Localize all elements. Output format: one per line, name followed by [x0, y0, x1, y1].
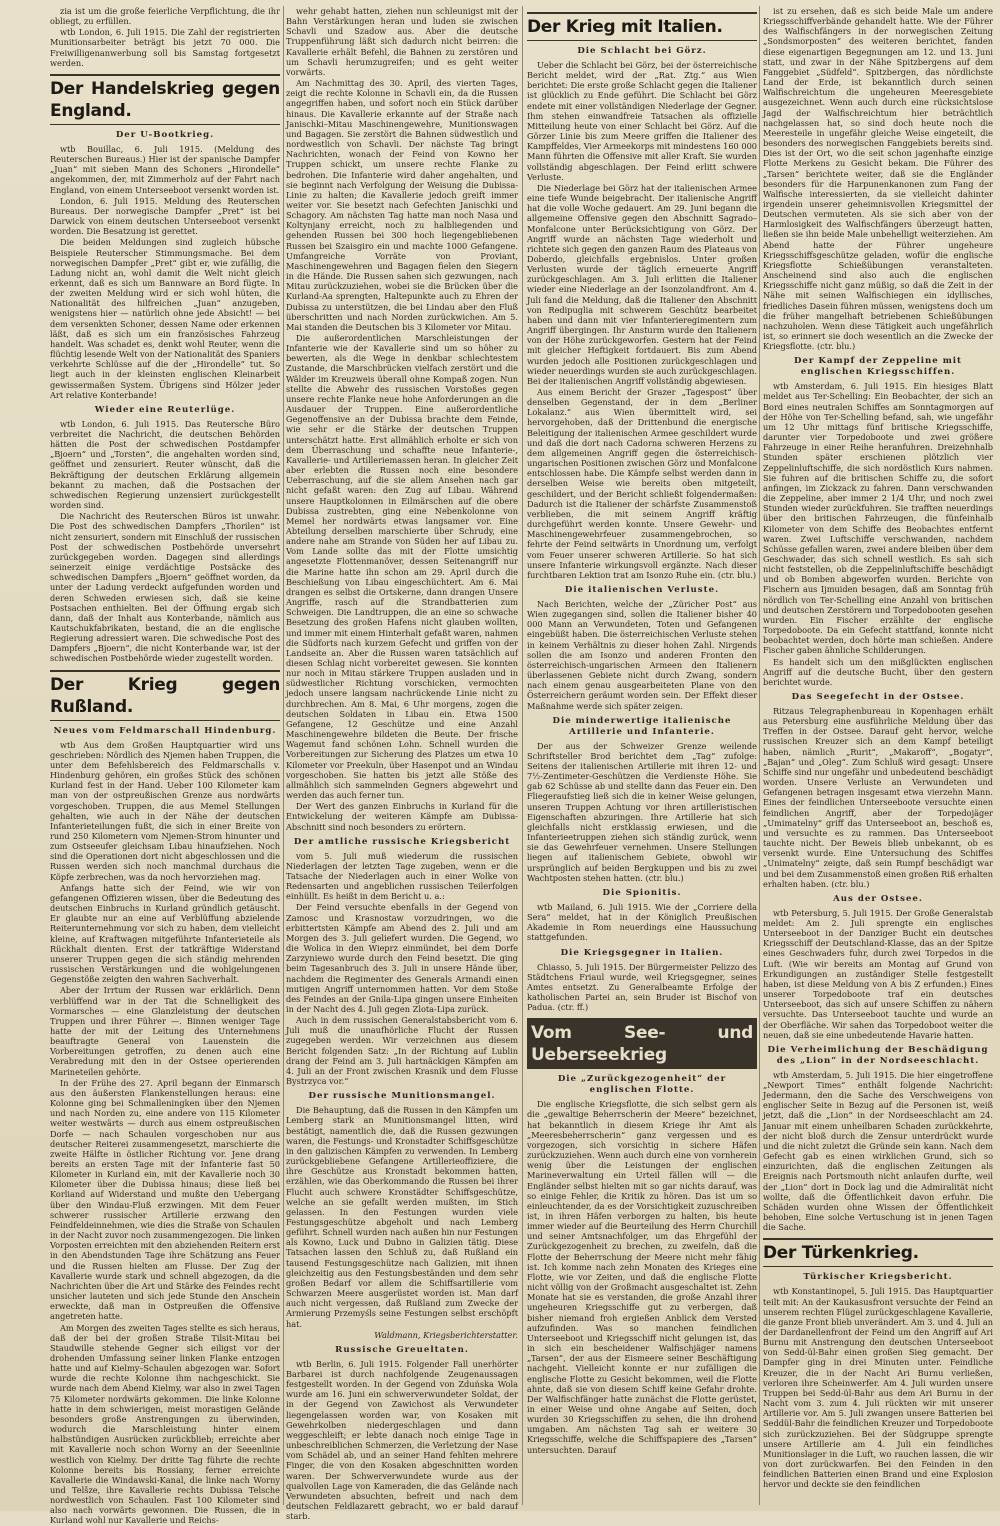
section-heading: Der Handelskrieg gegen England. [50, 74, 280, 125]
article-headline: Die italienischen Verluste. [564, 584, 720, 595]
article-paragraph: London, 6. Juli 1915. Meldung des Reuterschen Bureaus. Der norwegische Dampfer „Pret“ ist bei Darwick von einem deutschen Unterseeboot versenkt worden. Die Besatzung ist gerettet. [50, 195, 280, 237]
article-paragraph: zia ist um die große feierliche Verpflichtung, die ihr obliegt, zu erfüllen. [50, 6, 280, 27]
article-headline: Der amtliche russische Kriegsbericht [293, 836, 511, 847]
column-1 [50, 6, 280, 1526]
article-headline: Die Verheimlichung der Beschädigung des „Lion“ in der Nordseeschlacht. [767, 1044, 989, 1066]
article-paragraph: wtb Konstantinopel, 5. Juli 1915. Das Hauptquartier teilt mit: An der Kaukasusfront versuchte der Feind an unserem rechten Flügel zurückgeschlagene Kavallerie, die ganze Front blieb unverändert. Am 3. und 4. Juli an der Dardanellenfront der Feind um den Angriff auf Ari Burnu mit Anstrengung den deutschen Unterseeboot von Sedd-ül-Bahr einen großen Sieg gemacht. Der Dampfer ging in drei Minuten unter. Feindliche Kreuzer, die in der Nacht Ari Burnu verließen, verloren ihre Scheinwerfer. Am 4. Juli wurden unsere Truppen bei Sedd-ül-Bahr aus dem Ari Burnu in der Nacht vom 3. zum 4. Juli rückten wir mit unserer Artillerie vor. Am 5. Juli zwangen unsere Batterien bei Seddül-Bahr die feindlichen Kreuzer und Torpedoboote sich zurückzuziehen. Bei der Südgruppe sprengte unsere Artillerie am 4. Juli ein feindliches Munitionslager in die Luft, wo rauchen lassen, die wir von dort zurückwarfen. Bei den Feinden in den feindlichen Batterien einen Brand und eine Explosion hervor und deckte sie den feindlichen [763, 1286, 993, 1490]
article-paragraph: Der Wert des ganzen Einbruchs in Kurland für die Entwickelung der weiteren Kämpfe am Dubissa-Abschnitt sind noch besonders zu erörtern. [286, 801, 518, 832]
column-3 [527, 6, 757, 1505]
article-headline: Die minderwertige italienische Artillerie und Infanterie. [552, 715, 732, 737]
article-paragraph: Nach Berichten, welche der „Züricher Post“ aus Wien zugegangen sind, sollen die Italiener bisher 40 000 Mann an Verwundeten, Toten und Gefangenen eingebüßt haben. Die österreichischen Verluste stehen in keinem Verhältnis zu dieser hohen Zahl. Nirgends sollen die am Isonzo und anderen Fronten den österreichisch-ungarischen Armeen den Italienern überlassenen Gebiete nicht durch Zwang, sondern nach einem genau ausgearbeiteten Plane von den Österreichern geräumt worden sein. Der Effekt dieser Maßnahme werde sich später zeigen. [527, 598, 757, 711]
article-paragraph: Die außerordentlichen Marschleistungen der Infanterie wie der Kavallerie sind um so höher zu bewerten, als die Wege in denkbar schlechtestem Zustande, die Marschbrücken vielfach zerstört und die Wälder im Kreuzweis überall ohne Kompaß zogen. Nun stellte die Abwehr des russischen Vorstoßes gegen unsere rechte Flanke neue hohe Anforderungen an die Ausdauer der Truppen. Eine außerordentliche Gegenoffensive an der Dubissa brachte dem Feinde, wie sehr er die Stärke der deutschen Truppen unterschätzt hatte. Erst allmählich erholte er sich von dem Überraschung und schaffte neue Infanterie-, Kavallerie- und Artilleriemassen heran. In gleicher Zeit aber erlebten die Russen noch eine besondere Ueberraschung, auf die sie allem Ansehen nach gar nicht gefaßt waren: den Zug auf Libau. Während unsere Hauptkolonnen in Eilmärschen auf die obere Dubissa zustrebten, ging eine Nebenkolonne von Memel her nordwärts etwas langsamer vor. Eine Abteilung derselben marschierte über Schrudy, eine andere nahe am Strande von Süden her auf Libau zu. Vom Lande sollte das mit der Flotte umsichtig angesetzte Flottenmanöver, dessen Seitenangriff nur die Marine hatte ihn schon am 29. April durch die Beschießung von Libau eingeschüchtert. Am 6. Mai drangen es selbst die Ortskerne, dann drangen Unsere Angriffe, rasch auf die Strandbatterien zum Schweigen. Die Landtruppen, die an eine so schwache Besetzung des großen Hafens nicht glauben wollten, und immer mit einem Hinterhalt gefaßt waren, nahmen die Südforts nach kurzem Gefecht und griffen von der Landseite an. Aber die Russen waren tatsächlich auf diesen Schlag nicht vorbereitet gewesen. Sie konnten nur noch in Mitau stärkere Truppen ausladen und in südwestlicher Richtung vorschicken, vermochten jedoch unsere langsam nachrückende Linie nicht zu durchbrechen. Am 8. Mai, 6 Uhr morgens, zogen die deutschen Soldaten in Libau ein. Etwa 1500 Gefangene, 12 Geschütze und eine Anzahl Maschinengewehre bildeten die Beute. Der frische Wagemut fand schönen Lohn. Schnell wurden die Vorbereitungen zur Sicherung des Platzes um etwa 10 Kilometer vor Preekuln, über Hasenpot und an Windau vorgeschoben. Sie hatten bis jetzt alle Stöße des allmählich sich sammelnden Gegners abgewehrt und werden das auch ferner tun. [286, 333, 518, 801]
article-paragraph: Aus einem Bericht der Grazer „Tagespost“ über denselben Gegenstand, der in dem „Berliner Lokalanz.“ aus Wien übermittelt wird, sei hervorgehoben, daß der Drittenbund die energische Beleitigung der italienischen Armee geschildert wurde und daß die dort nach Cadorna schweren Herzens zu dem allgemeinen Angriff gegen die österreichisch-ungarischen Positionen zwischen Görz und Monfalcone entschlossen habe. Die Kämpfe selbst werden dann in derselben Weise wie bereits oben mitgeteilt, geschildert, und der Bericht schließt folgendermaßen: Dadurch ist die Italiener der schärfste Zusammenstoß verblieben, die mit seinem Angriff kräftig durchgeführt werden konnte. Unsere Gewehr- und Maschinengewehrfeuer zusammengebrochen, so fehrte der Feind seitwärts in Unordnung um, verfolgt vom Feuer unserer schweren Artillerie. So hat sich unsere Infanterie wirkungsvoll ergänzte. Nach dieser furchtbaren Lektion trat am Isonzo Ruhe ein. (ctr. blu.) [527, 387, 757, 580]
article-headline: Der russische Munitionsmangel. [308, 1091, 496, 1102]
column-rule [522, 6, 523, 1505]
article-headline: Wieder eine Reuterlüge. [94, 404, 236, 415]
article-paragraph: wtb Aus dem Großen Hauptquartier wird uns geschrieben: Nördlich des Njemen haben Truppen, die unter dem Befehlsbereich des Feldmarschalls v. Hindenburg gehören, ein großes Stück des schönen Kurland fest in der Hand. Ueber 100 Kilometer kam man von der ostpreußischen Grenze aus nordwärts vorgeschoben. Truppen, die aus Memel Stellungen gehalten, wie auch in der Nähe der deutschen Infanterieteilungen fußt, die sich in einer Breite von rund 250 Kilometern vom Njemen-Strom hinunter und zum Ostseeufer gleichsam Libau hinaufziehen. Noch sind die Operationen dort nicht abgeschlossen und die Russen werden sich noch manchmal durchaus die Köpfe zerbrechen, was da noch hervorziehen mag. [50, 739, 280, 882]
article-headline: Türkischer Kriegsbericht. [803, 1272, 953, 1283]
article-paragraph: wtb London, 6. Juli 1915. Die Zahl der registrierten Munitionsarbeiter beträgt bis jetzt 70 000. Die Freiwilligenanwerbung soll bis Samstag fortgesetzt werden. [50, 27, 280, 68]
article-headline: Der Kampf der Zeppeline mit englischen Kriegsschiffen. [793, 356, 963, 378]
article-paragraph: wtb Amsterdam, 5. Juli 1915. Die hier eingetroffene „Newport Times“ enthält folgende Nachricht: Jedermann, den die Sache des Verschweigens von englischer Seite in Bezug auf die Personen ist, weiß jetzt, daß die „Lion“ in der Nordseeschlacht am 24. Januar mit einem unheilbaren Schaden zurückkehrte, der nicht bloß durch die Zensur unterdrückt wurde und die nicht zuletzt die Gründe sein kann. Nach dem Gefecht gab es einen wirklichen Grund, sich so einzurichten, daß die englischen Zeitungen als Ereignis nach Portsmouth nicht anlaufen durfte, weil der „Lion“ dort in Dock lag und die Admiralität nicht wollte, daß die Öffentlichkeit davon erfuhr. Die Schäden wurden ohne Wissen der Öffentlichkeit behoben, Eine solche Vertuschung ist in jenen Tagen die Sache. [763, 1069, 993, 1233]
article-headline: Neues vom Feldmarschall Hindenburg. [53, 725, 277, 736]
column-2 [286, 6, 518, 1522]
article-paragraph: Am Morgen des zweiten Tages stellte es sich heraus, daß der bei der großen Straße Tilsit-Mitau bei Staudwille stehende Gegner sich eiligst vor der drohenden Umfassung seiner linken Flanke entzogen hatte und auf Kielmy–Schaulen abgezogen war. Sofort wurde die rechte Kolonne ihm nachgeschickt. Sie wurde nach dem Abend Kielmy, war also in zwei Tagen 75 Kilometer nordwärts gekommen. Die linke Kolonne hatte in dem schwierigen, meist morastigen Gelände besonders große Anstrengungen zu überwinden, wodurch die Marschleistung hinter einem halbstündigen Ausrücken zurückblieb; erreichte aber mit Kavallerie noch schon Worny an der Seeenlinie westlich von Kielmy. Der dritte Tag führte die rechte Kolonne bereits bis Rossiany, ferner erreichte Kavallerie die Windawski-Kanal, die linke nach Worny und Telšze, ihre Kavallerie rechts Dubissa Telsche nordwestlich von Schaulen. Fast 100 Kilometer sind also nach vorwärts gewonnen. Die Russen, die in Kurland wohl nur Kavallerie und Reichs- [50, 1322, 280, 1526]
article-paragraph: Die englische Kriegsflotte, die sich selbst gern als die „gewaltige Beherrscherin der Meere“ bezeichnet, hat bekanntlich in diesem Kriege ihr Amt als „Meeresbeherrscherin“ ganz vergessen und es vorgezogen, sich vorsichtig in sichere Häfen zurückzuziehen. Wenn auch durch eine von vornherein wenig über die Leistungen der englischen Marineverwaltung ein Urteil fällen will — die Engländer selbst hielten mit so gar nichts darauf, was so einige Fehler, die Kritik zu hören. Das ist um so einleuchtender, da es der Vorsichtigkeit zuzuschreiben ist, in ihren Häfen verborgen zu halten, bis heute immer wieder auf die Beurteilung des Herrn Churchill und seiner Amtsnachfolger, um das Ehrgefühl der Zurückgezogenheit zu brechen, zu zweifeln, daß die Flotte der Beherrschung der Meere nicht mehr fähig ist. Ich komme nach zehn Monaten des Krieges eine Flotte, wie vor Zeiten, und daß die englische Flotte nicht völlig von der Großmacht ausgeschaltet ist. Zehn Monate hat sie es verstanden, die große Anzahl ihrer ungeheuren Kriegsschiffe gut zu verbergen, daß bisher niemand froh ergießen Anblick dem Versted aufzufinden. Was so manchen feindlichen Unterseeboot und Kriegsschiff nicht gelungen ist, das in sich ein bescheidener Walfischjäger namens „Tarsen“, der aus der Eismeere seiner Beschäftigung nachgeht. Vielleicht konnte er nur zufälligen die englische Flotte zu Gesicht bekommen, weil die Flotte ahnte, daß sie von diesem Schiff keine Gefahr drohte. Der Walfischfänger hatte zunächst die Flotte gerüstet, in einer Weise und ohne Angabe auf Seiten, doch wurden 30 Kriegsschiffen zu sehen, die ihn drohend umgaben. Am nächsten Tag sah er weitere 30 Kriegsschiffe, welche die Schiffspapiere des „Tarsen“ untersuchten. Darauf [527, 1099, 757, 1455]
article-paragraph: Am Nachmittag des 30. April, des vierten Tages, zeigt die rechte Kolonne in Schavli ein, da die Russen angegriffen haben, und sofort noch ein Stück darüber hinaus. Die Kavallerie erkannte auf der Straße nach Janischki–Mitau Maschinengewehre, Munitionswagen und Bagagen. Sie zerstört die Bahnen südwestlich und nordwestlich von Schavli. Der nächste Tag bringt Nachrichten, wonach der Feind von Kowno her Truppen schickt, um unsere rechte Flanke zu bedrohen. Die Infanterie wird daher angehalten, und sie beginnt nach Verfolgung der Weisung die Dubissa-Linie zu halten; die Kavallerie jedoch greift immer weiter vor. Sie besetzt nach Gefechten Janischki und Schagory. Am nächsten Tag hatte man noch Nasa und Koltynjany erreicht, noch zu halbliegenden und gehenden Russen bei 300 hoch liegengebliebenen Russen bei Szaisgiro ein und machte 1000 Gefangene. Umfangreiche Vorräte von Proviant, Maschinengewehren und Bagagen fielen den Siegern in die Hände. Die Russen sahen sich gezwungen, nach Mitau zurückzuziehen, wobei sie die Brücken über die Kurland-Aa sprengten, Haltepunkte auch zu Ehren der Dubissa zu unterstützen, die bei Lindau aber den Fluß überschritten und nach Norden zurückwichen. Am 5. Mai standen die Deutschen bis 3 Kilometer vor Mitau. [286, 78, 518, 332]
article-paragraph: wtb Petersburg, 5. Juli 1915. Der Große Generalstab meldet: Am 2. Juli sprengte ein englisches Unterseeboot in der Danziger Bucht ein deutsches Kriegsschiff der Deutschland-Klasse, das an der Spitze eines Geschwaders fuhr, durch zwei Torpedos in die Luft. (Wie wir bereits am Montag auf Grund von Erkundigungen an zuständiger Stelle festgestellt haben, ist diese Meldung von A bis Z erfunden.) Eines unserer Torpedoboote traf ein deutsches Unterseeboot, das sich auf unsere Schiffen zu nähern versuchte. Das Unterseeboot tauchte und wurde an der Oberfläche. Wir sahen das Torpedoboot weiter die neuen, daß sie eine unbedeutende Havarie hatten. [763, 907, 993, 1040]
article-paragraph: Chiasso, 5. Juli 1915. Der Bürgermeister Pelizzo des Städtchens Friaul wurde, weil Kriegsgegner, seines Amtes entsetzt. Zu Generalbeamte Erfolge der katholischen Partei an, sein Bruder ist Bischof von Padua. (ctr. ff.) [527, 961, 757, 1013]
byline: Waldmann, Kriegsberichterstatter. [374, 1329, 518, 1340]
article-paragraph: Die beiden Meldungen sind zugleich hübsche Beispiele Reuterscher Stimmungsmache. Bei dem norwegischen Dampfer „Pret“ gibt er, wie zufällig, die Ladung nicht an, wohl damit die Welt nicht gleich erkennt, daß es sich um Bannware an Bord fügte. In der zweiten Meldung wird er sich wohl hüten, die Nationalität des hilfreichen „Juan“ anzugeben, wenigstens hier — natürlich ohne jede Absicht! — bei dem versenkten Schoner, dessen Name oder erkennen läßt, daß es sich um ein französisches Fahrzeug handelt. Was schadet es, denkt wohl Reuter, wenn die flüchtig lesende Welt von der Nationalität des Spaniers verkehrte Schlüsse auf die der „Hirondelle“ tut. So liegt auch in der kleinsten englischen Kleinarbeit gewissermaßen System. Übrigens sind Hölzer jeder Art relative Konterbande! [50, 237, 280, 400]
column-4 [763, 6, 993, 1505]
section-heading: Der Türkenkrieg. [763, 1238, 993, 1267]
column-rule [283, 6, 284, 1505]
article-paragraph: Die Niederlage bei Görz hat der italienischen Armee eine tiefe Wunde beigebracht. Der italienische Angriff hat die volle Woche gedauert. Am 29. Juni begann die allgemeine Offensive gegen den Abschnitt Sagrado–Monfalcone unter Berücksichtigung von Görz. Der Angriff wurde an nächsten Tage wiederholt und richtete sich gegen den ganzen Raum des Plateaus von Doberdo, gleichfalls ergebnislos. Unter großen Verlusten wurde der täglich erneuerte Angriff zurückgeschlagen. Am 3. Juli erlitten die Italiener wieder eine Niederlage an der Isonzolandfront. Am 4. Juli fand die Meldung, daß die Italiener den Abschnitt von Redipuglia mit schwerem Geschütz bearbeitet haben und dann mit vier Infanterieregimentern zum Angriff übergingen. Ihr Ansturm wurde den Italienern von der Höhe zurückgeworfen. Gestern hat der Feind mit gleicher Heftigkeit fortdauert. Bis zum Abend wurden jedoch alle Positionen zurückgeschlagen und wieder neuerdings wurden sie auch zurückgeschlagen. Bei der italienischen Angriff vollständig abgewiesen. [527, 182, 757, 386]
article-headline: Die „Zurückgezogenheit“ der englischen Flotte. [557, 1074, 727, 1096]
article-paragraph: Aber der Irrtum der Russen war erklärlich. Denn verblüffend war in der Tat die Schnelligkeit des Vormarsches — eine Glanzleistung der deutschen Truppen und ihrer Führer —. Binnen weniger Tage hatte der mit der Leitung des Unternehmens beauftragte General von Lauenstein die Vorbereitungen getroffen, zu denen auch eine Verabredung mit den in der Ostsee operierenden Marineteilen gehörte. [50, 985, 280, 1077]
article-paragraph: wtb Berlin, 6. Juli 1915. Folgender Fall unerhörter Barbarei ist durch nachfolgende Zeugenaussagen festgestellt worden. In der Gegend von Zduńska Wola wurde am 16. Juni ein schwerverwundeter Soldat, der in der Gegend von Zawichost als Verwundeter liegengelassen worden war, von Kosaken mit Gewehrkolben niedergeschlagen und dann weggeschleift; er lebte danach noch einige Tage in unbeschreiblichen Schmerzen, die Verletzung der Nase vom Schädel ab, und an seiner Hand fehlten mehrere Finger, die von den Kosaken abgeschnitten worden waren. Der Schwerverwundete wurde aus der qualvollen Lage von Kameraden, die das Gelände nach Verwundeten absuchten, befreit und nach dem deutschen Feldlazarett gebracht, wo er bald darauf starb. [286, 1358, 518, 1522]
article-paragraph: Der Feind versuchte ebenfalls in der Gegend von Zamosc und Krasnostaw vorzudringen, wo die erbittertsten Kämpfe am Abend des 2. Juli und am Morgen des 3. Juli geliefert wurden. Die Gegend, wo die Wolica in den Wieprz einmündet, bei dem Dorfe Zarzyniewo wurde durch den Feind besetzt. Die ging beim Tagesanbruch des 3. Juli in unsere Hände über, nachdem die Regimenter des Generals Armandi einen mutigen Angriff unternommen hatten. Vor dem Stoße des Feindes an der Gnila-Lipa gingen unsere Einheiten in der Nacht des 4. Juli gegen Zlota-Lipa zurück. [286, 902, 518, 1014]
article-paragraph: wtb Amsterdam, 6. Juli 1915. Ein hiesiges Blatt meldet aus Ter-Schelling: Ein Beobachter, der sich an Bord eines neutralen Schiffes am Sonntagmorgen auf der Höhe von Ter-Schelling befand, sah, wie ungefähr um 12 Uhr mittags fünf britische Kriegsschiffe, darunter vier Torpedoboote und zwei größere Fahrzeuge in einer Reihe heranfuhren. Dreizehnhalb Stunden später erschienen plötzlich vier Zeppelinluftschiffe, die sich nordöstlich Kurs nahmen. Sie fuhren auf die britischen Schiffe zu, die sofort anfingen, im Zickzack zu fahren. Dann verschwanden die Zeppeline, aber immer 2 1/4 Uhr, und noch zwei Stunden wieder zurückfuhren. Sie trafften neuerdings über den britischen Fahrzeugen, die fünfeinhalb Kilometer von dem Schiffe des Beobachtes entfernt waren. Zwei Luftschiffe verschwanden, nachdem Schüsse gefallen waren, zwei andere bleiben über dem Geschwader, das sich schnell westlich. Es sah sich nicht feststellen, ob die Zeppelinluftschiffe beschädigt und ob Bomben abgeworfen wurden. Berichte von Fischern aus Ijmuiden besagen, daß am Sonntag früh nördlich von Ter-Schelling eine Anzahl von britischen und deutschen Zerstörern und Torpedobooten gesehen wurden. Ein Fischer erzählte der englische Torpedoboote. Da ein Gefecht stattfand, konnte nicht beobachtet werden, doch hörte man schießen. Andere Fischer gaben ähnliche Schilderungen. [763, 381, 993, 656]
article-paragraph: wtb Bouillac, 6. Juli 1915. (Meldung des Reuterschen Bureaus.) Hier ist der spanische Dampfer „Juan“ mit sieben Mann des Schoners „Hirondelle“ angekommen, der, mit Zimmerholz auf der Fahrt nach England, von einem Unterseeboot versenkt worden ist. [50, 143, 280, 195]
article-headline: Der U-Bootkrieg. [115, 129, 215, 140]
section-heading: Vom See- und Ueberseekrieg [527, 1018, 757, 1069]
article-paragraph: ist zu ersehen, daß es sich beide Male um andere Kriegsschiffverbände gehandelt hatte. Wie der Führer des Walfischfängers in der norwegischen Zeitung „Sondsmorposten“ des weiteren berichtet, fanden diese eigenartigen Begegnungen am 12. und 13. Juni statt, und zwar in der Nähe Spitzbergens auf dem Fanggebiet „Südfeld“. Spitzbergen, das nördlichste Land der Erde, ist bekanntlich durch seinen Walfischreichtum die ungeheuren Meeresgebiete ausgezeichnet. Wenn auch durch eine rücksichtslose Jagd der Walfischreichtum hier beträchtlich nachgelassen hat, so sind doch heute noch die Meeresteile in ungefähr gleiche Weise eingeteilt, die besonders des norwegischen Fanggebiets bereits sind. Dies ist der Ort, wo die seit schon jagenhafte einzige Flotte Merkens zu Gesicht bekam. Die Führer des „Tarsen“ berichtete weiter, daß sie die Engländer besonders für die Harpunenkanonen zum Fang der Walfische interessierten, da sie vielleicht dahinter irgendein unserer geheimnisvollen Kriegsmittel der Deutschen vermuteten. Als sie sich aber von der Harmlosigkeit des Walfischfängers überzeugt hatten, ließen sie ihn beide Male unbehelligt weiterziehen. Am Abend hatte der Führer ungeheure Kriegsschiffsgeschütze geladen, wofür die englische Kriegsflotte Schießübungen veranstalteten. Anscheinend sind also auch die englischen Kriegsschiffe nicht ganz müßig, so daß die Zeit in der Nähe mit seinen Walfischiegen ein idyllisches, friedliches Dasein führen müssen, wenigstens doch um die früher mangelhaft betriebenen Schießübungen nachzuholen. Wenn diese Tätigkeit auch ungefährlich ist, so erinnert sie doch wesentlich an die Zwecke der Kriegsflotte. (ctr. blu.) [763, 6, 993, 352]
article-paragraph: wehr gehabt hatten, ziehen nun schleunigst mit der Bahn Verstärkungen heran und luden sie zwischen Schavli und Szadow aus. Aber die deutsche Truppenführung läßt sich dadurch nicht beirren: die Kavallerie erhält Befehl, die Bahnen zu zerstören und um Schavli herumzugreifen; und es geht weiter vorwärts. [286, 6, 518, 77]
article-paragraph: wtb Mailand, 6. Juli 1915. Wie der „Corriere della Sera“ meldet, hat in der Königlich Preußischen Akademie in Rom neuerdings eine Haussuchung stattgefunden. [527, 901, 757, 943]
article-headline: Die Spionitis. [602, 887, 682, 898]
article-headline: Die Schlacht bei Görz. [577, 46, 707, 56]
article-headline: Die Kriegsgegner in Italien. [560, 947, 724, 958]
article-paragraph: In der Frühe des 27. April begann der Einmarsch aus den äußersten Flankenstellungen heraus: eine Kolonne ging bei Schmalleningken über den Njemen und nach Norden zu, eine andere von 115 Kilometer weiter westwärts — durch aus einem ostpreußischen Dorfe — nach Schaulen vorgeschoben nur aus deutscher Reiterei zusammengesetzt, marschierte die zweite Hälfte in östlicher Richtung vor. Jene drang bereits an ersten Tage mit der Infanterie fast 50 Kilometer in Kurland ein, mit der Kavallerie noch 30 Kilometer über die Dubissa hinaus; diese ließ bei Korliand auf Widerstand und mußte den Uebergang über den Windau-Fluß erzwingen. Mit dem Feuer schwerer russischer Artillerie erzwang den Feindfeldeinnehmen, wie dies die Straße von Schaulen in der Nacht zuvor noch zusammengezogen. Die linken Vorposten erreichten mit den abziehenden Reitern erst in den Abendstunden Tage ihre Schätzung ans Feuer und die Russen hielten am Flusse. Der Zug der Kavallerie wurde stark und schnell abgezogen, da die Nachrichten über die Art und Stärke des Feindes recht unsicher lauteten und sich jede Stunde den Anschein erweckte, daß man in Ostpreußen die Offensive angetreten hatte. [50, 1077, 280, 1322]
article-paragraph: Ueber die Schlacht bei Görz, bei der österreichische Bericht meldet, wird der „Rat. Ztg.“ aus Wien berichtet: Die erste große Schlacht gegen die Italiener ist glücklich zu Ende geführt. Die Schlacht bei Görz endete mit einer vollständigen Niederlage der Gegner. Ihm stehen einwandfreie Tatsachen als offizielle Mitteilung heute von einer Schlacht bei Görz. Auf die Görzer Linie bis zum Meere griffen die Italiener des Kampffeldes, Vier Armeekorps mit mindestens 160 000 Mann führten die Offensive mit aller Kraft. Sie wurden vollständig abgeschlagen. Der Feind erlitt schwere Verluste. [527, 60, 757, 182]
article-paragraph: vom 5. Juli muß wiederum die russischen Niederlagen der letzten Tage zugeben, wenn er die Tatsache der Niederlagen auch in einer Wolke von Redensarten und angeblichen russischen Teilerfolgen einhüllt. Es heißt in dem Bericht u. a.: [286, 850, 518, 902]
article-paragraph: Die Nachricht des Reuterschen Büros ist unwahr. Die Post des schwedischen Dampfers „Thorilen“ ist nicht zensuriert, sondern mit Einschluß der russischen Post der schwedischen Postbehörde unversehrt zurückgegeben worden. Dagegen sind allerdings seinerzeit einige verdächtige Postsäcke des schwedischen Dampfers „Bjoern“ geöffnet worden, da unter der Ladung verdeckt aufgefunden worden und deren Schweden erwiesen sich, daß sie keine Postsachen enthielten. Bei der Öffnung ergab sich dann, daß der Inhalt aus Konterbande, nämlich aus Kautschukfabrikaten, bestand, die an die englische Regierung adressiert waren. Die schwedische Post des Dampfers „Bjoern“, die nicht Konterbande war, ist der schwedischen Postbehörde wieder zugestellt worden. [50, 511, 280, 664]
article-paragraph: wtb London, 6. Juli 1915. Das Reutersche Büro verbreitet die Nachricht, die deutschen Behörden hätten die Post der schwedischen Postdampfer „Bjoern“ und „Torsten“, die angehalten worden sind, geöffnet und zensuriert. Reuter wünscht, daß die Bekräftigung der deutschen Erklärung allgemein bekannt zu machen, daß die Postsachen der schwedischen Regierung unzensiert zurückgestellt worden sind. [50, 418, 280, 511]
section-heading: Der Krieg gegen Rußland. [50, 670, 280, 721]
article-paragraph: Anfangs hatte sich der Feind, wie wir von gefangenen Offizieren wissen, über die Bedeutung des deutschen Einbruchs in Kurland gründlich getäuscht. Er glaubte nur an eine auf Verblüffung abzielende Reiterunternehmung vor sich zu haben, dem vielleicht kleine, auf Kraftwagen mitgeführte Infanterieteile als Rückhalt dienten. Erst der tatkräftige Widerstand unserer Truppen gegen die sich ständig mehrenden russischen Verstärkungen und die wohlgelungenen Gegenstöße zeigten den wahren Sachverhalt. [50, 882, 280, 985]
article-paragraph: Ritzaus Telegraphenbureau in Kopenhagen erhält aus Petersburg eine ausführliche Meldung über das Treffen in der Ostsee. Darauf geht hervor, welche russischen Kreuzer sich an dem Kampf beteiligt haben, nämlich „Rurit“, „Makaroff“, „Bogatyr“, „Bajan“ und „Oleg“. Zum Schluß wird gesagt: Unsere Schiffe sind nur ungefähr und unbedeutend beschädigt worden. Unsere Verluste an Verwundeten und Gefangenen betragen insgesamt etwa vierzehn Mann. Eines der feindlichen Unterseeboote versuchte einen feindlichen Angriff, aber der Torpedojäger „Umimatelny“ griff das Unterseeboot an, beschoß es, und versuchte es zu rammen. Das Unterseeboot tauchte nicht. Der Beweis blieb unbekannt, ob es versenkt wurde. Eine Untersuchung des Schiffes „Unimatelny“ zeigte, daß sein Rumpf beschädigt war und bei dem Zusammenstoß einen großen Riß erhalten erhalten haben. (ctr. blu.) [763, 706, 993, 889]
article-headline: Das Seegefecht in der Ostsee. [791, 692, 965, 702]
article-paragraph: Die Behauptung, daß die Russen in den Kämpfen um Lemberg stark an Munitionsmangel litten, wird bestätigt, namentlich die, daß die Russen gezwungen waren, die Festungs- und Kronstadter Schiffsgeschütze in den galizischen Kämpfen zu verwenden. In Lemberg zurückgebliebene Gefangene Artillerieoffiziere, die ihre Geschütze aus Kronstadt bekommen hatten, erzählen, wie das Oberkommando die Russen bei ihrer Flucht auch schwere Kronstädter Schiffsgeschütze, welche an sie gefallt werden mußten, im Stich gelassen. In den Festungen wurden viele Festungsgeschütze abgeholt und nach Lemberg geführt. Schnell wurden nach außen hin nur Festungen als Kowno, Luck und Dubno in Galizien tätig. Diese Tatsachen lassen den Schluß zu, daß Rußland ein tausend Festungsgeschütze nach Galizien, mit ihnen gleichzeitig aus den Festungsbeständen und dem sehr großen Bedarf vor allem die Schiffsartillerie vom Schwarzen Meere ausgerüstet worden ist. Man darf auch nicht vergessen, daß Rußland zum Zwecke der Armierung Przemyśls seine Festungen selbst erschöpft hat. [286, 1105, 518, 1329]
column-rule [759, 6, 760, 1505]
article-paragraph: Auch in dem russischen Generalstabsbericht vom 6. Juli muß die unaufhörliche Flucht der Russen zugegeben werden. Wir verzeichnen aus diesem Bericht folgenden Satz: „In der Richtung auf Lublin drang der Feind am 3. Juli hartnäckigen Kämpfen am 4. Juli an der Front zwischen Krasnik und dem Flusse Bystrzyca vor.“ [286, 1015, 518, 1087]
article-headline: Aus der Ostsee. [833, 893, 923, 904]
article-paragraph: Der aus der Schweizer Grenze weilende Schriftsteller Brod berichtet dem „Tag“ zufolge: Seitens der italienischen Artillerie mit ihren 12- und 7½-Zentimeter-Geschützen die Verdienste Höhe. Sie gab 62 Schüsse ab und stellte dann das Feuer ein. Den Fliegeraufstieg ließ sich die in keiner Weise gelungen, unseren Truppen Achtung vor ihren artilleristischen Eigenschaften abzuringen. Ihre Artillerie hat sich gleichfalls nicht erstklassig erwiesen, und die Infanterieetruppen ziehen sich ständig zurück, wenn sie das Gewehrfeuer vernehmen. Unsere Stellungen liegen auf italienischem Gebiete, obwohl wir ursprünglich auf beiden Bergkuppen und bis zu zwei Wachtposten stehen hatten. (ctr. blu.) [527, 740, 757, 883]
section-heading: Der Krieg mit Italien. [527, 12, 757, 41]
article-paragraph: Es handelt sich um den mißglückten englischen Angriff auf die deutsche Bucht, über den gestern berichtet wurde. [763, 656, 993, 687]
article-headline: Russische Greueltaten. [335, 1344, 469, 1355]
